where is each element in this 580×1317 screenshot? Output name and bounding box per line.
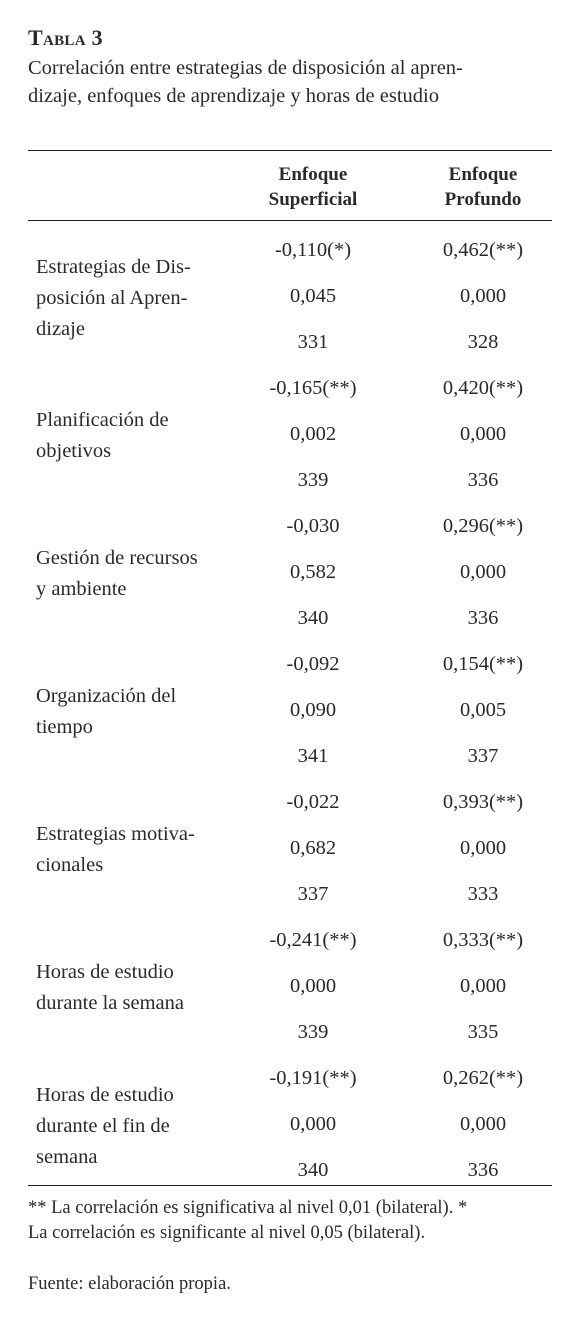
table-cell-superficial: 339 xyxy=(297,469,329,491)
row-label: Horas de estudio durante la semana xyxy=(36,961,184,1014)
table-cell-superficial: -0,092 xyxy=(286,653,340,675)
header-rule xyxy=(28,220,552,221)
table-cell-profundo: 328 xyxy=(467,331,499,353)
table-cell-superficial: 340 xyxy=(297,1159,329,1181)
table-cell-superficial: 331 xyxy=(297,331,329,353)
table-cell-profundo: 0,005 xyxy=(459,699,507,721)
table-cell-superficial: -0,110(*) xyxy=(274,239,352,261)
table-cell-superficial: -0,022 xyxy=(286,791,340,813)
table-cell-profundo: 337 xyxy=(467,745,499,767)
correlation-table xyxy=(28,24,552,1294)
table-row-group xyxy=(28,788,552,926)
caption-line: dizaje, enfoques de aprendizaje y horas de estudio xyxy=(28,85,439,107)
bottom-rule xyxy=(28,1185,552,1186)
table-cell-superficial: 0,000 xyxy=(289,1113,337,1135)
table-cell-superficial: -0,191(**) xyxy=(269,1067,357,1089)
table-caption xyxy=(28,54,552,110)
row-label: Estrategias motiva- cionales xyxy=(36,823,195,876)
row-label: Horas de estudio durante el fin de semana xyxy=(36,1084,174,1168)
row-label: Gestión de recursos y ambiente xyxy=(36,547,198,600)
table-cell-superficial: 340 xyxy=(297,607,329,629)
table-cell-superficial: 0,045 xyxy=(289,285,337,307)
table-cell-profundo: 0,000 xyxy=(459,285,507,307)
table-cell-profundo: 335 xyxy=(467,1021,499,1043)
table-cell-profundo: 0,393(**) xyxy=(442,791,524,813)
table-cell-superficial: 0,582 xyxy=(289,561,337,583)
row-label: Estrategias de Dis- posición al Apren- dizaje xyxy=(36,256,191,340)
table-cell-profundo: 0,420(**) xyxy=(442,377,524,399)
column-header-profundo: Enfoque Profundo xyxy=(444,164,522,210)
table-row-group xyxy=(28,650,552,788)
table-cell-profundo: 336 xyxy=(467,1159,499,1181)
table-cell-profundo: 0,154(**) xyxy=(442,653,524,675)
table-cell-superficial: 339 xyxy=(297,1021,329,1043)
table-cell-superficial: 0,002 xyxy=(289,423,337,445)
table-cell-profundo: 0,000 xyxy=(459,561,507,583)
table-cell-profundo: 0,333(**) xyxy=(442,929,524,951)
table-cell-profundo: 0,000 xyxy=(459,837,507,859)
table-row-group xyxy=(28,236,552,374)
table-cell-superficial: -0,165(**) xyxy=(269,377,357,399)
table-cell-superficial: -0,030 xyxy=(286,515,340,537)
table-cell-profundo: 0,462(**) xyxy=(442,239,524,261)
table-row-group xyxy=(28,1064,552,1202)
table-cell-profundo: 336 xyxy=(467,607,499,629)
table-label: Tabla 3 xyxy=(28,25,103,50)
table-footnote xyxy=(28,1196,552,1246)
table-cell-superficial: 0,682 xyxy=(289,837,337,859)
row-label: Organización del tiempo xyxy=(36,685,177,738)
table-cell-superficial: 337 xyxy=(297,883,329,905)
table-cell-superficial: -0,241(**) xyxy=(269,929,357,951)
table-cell-profundo: 0,296(**) xyxy=(442,515,524,537)
table-cell-superficial: 341 xyxy=(297,745,329,767)
table-cell-superficial: 0,090 xyxy=(289,699,337,721)
table-cell-profundo: 0,000 xyxy=(459,975,507,997)
top-rule xyxy=(28,150,552,151)
table-cell-profundo: 333 xyxy=(467,883,499,905)
footnote-line: La correlación es significante al nivel 0,05 (bilateral). xyxy=(28,1223,426,1243)
column-header-superficial: Enfoque Superficial xyxy=(268,164,358,210)
row-label: Planificación de objetivos xyxy=(36,409,169,462)
table-cell-profundo: 0,000 xyxy=(459,423,507,445)
caption-line: Correlación entre estrategias de disposición al apren- xyxy=(28,57,463,79)
table-source: Fuente: elaboración propia. xyxy=(28,1274,231,1294)
table-cell-profundo: 0,262(**) xyxy=(442,1067,524,1089)
table-cell-profundo: 0,000 xyxy=(459,1113,507,1135)
footnote-line: ** La correlación es significativa al nivel 0,01 (bilateral). * xyxy=(28,1198,468,1218)
table-row-group xyxy=(28,512,552,650)
table-cell-profundo: 336 xyxy=(467,469,499,491)
table-row-group xyxy=(28,374,552,512)
table-cell-superficial: 0,000 xyxy=(289,975,337,997)
table-row-group xyxy=(28,926,552,1064)
